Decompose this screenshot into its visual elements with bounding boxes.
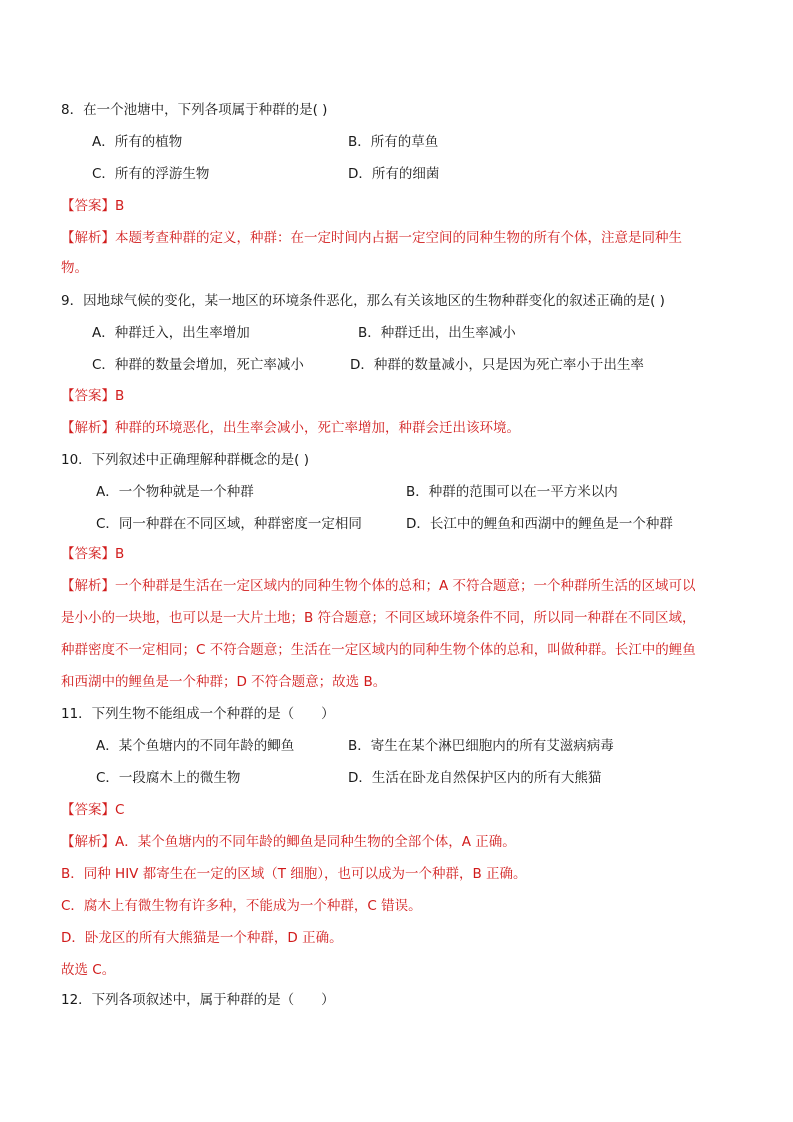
analysis-text: 本题考查种群的定义，种群：在一定时间内占据一定空间的同种生物的所有个体，注意是同种生 <box>115 230 682 246</box>
q10-answer <box>61 545 124 563</box>
analysis-text: A．某个鱼塘内的不同年龄的鲫鱼是同种生物的全部个体，A 正确。 <box>115 834 516 850</box>
q8-option-b: B．所有的草鱼 <box>348 134 439 150</box>
analysis-tag: 【解析】 <box>61 420 115 436</box>
q9-stem: 9．因地球气候的变化，某一地区的环境条件恶化，那么有关该地区的生物种群变化的叙述正确的是( ) <box>61 293 665 309</box>
answer-tag: 【答案】 <box>61 802 115 818</box>
q10-analysis-line-4: 和西湖中的鲤鱼是一个种群；D 不符合题意；故选 B。 <box>61 674 387 690</box>
q10-stem: 10．下列叙述中正确理解种群概念的是( ) <box>61 452 310 468</box>
q11-analysis-line-3: C．腐木上有微生物有许多种，不能成为一个种群，C 错误。 <box>61 898 422 914</box>
q11-analysis-line-4: D．卧龙区的所有大熊猫是一个种群，D 正确。 <box>61 930 343 946</box>
q11-stem: 11．下列生物不能组成一个种群的是（ ） <box>61 706 335 722</box>
q8-option-c: C．所有的浮游生物 <box>92 166 210 182</box>
answer-value: C <box>115 802 125 818</box>
q11-option-a: A．某个鱼塘内的不同年龄的鲫鱼 <box>96 738 295 754</box>
q9-analysis-line-1 <box>61 419 520 437</box>
q11-option-d: D．生活在卧龙自然保护区内的所有大熊猫 <box>348 770 602 786</box>
q10-analysis-line-3: 种群密度不一定相同；C 不符合题意；生活在一定区域内的同种生物个体的总和，叫做种群。长江中的鲤鱼 <box>61 642 696 658</box>
q11-option-b: B．寄生在某个淋巴细胞内的所有艾滋病病毒 <box>348 738 614 754</box>
q10-option-d: D．长江中的鲤鱼和西湖中的鲤鱼是一个种群 <box>406 516 673 532</box>
q9-option-a: A．种群迁入，出生率增加 <box>92 325 250 341</box>
q10-option-b: B．种群的范围可以在一平方米以内 <box>406 484 618 500</box>
answer-tag: 【答案】 <box>61 546 115 562</box>
q11-analysis-line-5: 故选 C。 <box>61 962 116 978</box>
q8-analysis-line-1 <box>61 229 682 247</box>
q11-answer <box>61 801 124 819</box>
q9-option-b: B．种群迁出，出生率减小 <box>358 325 516 341</box>
analysis-tag: 【解析】 <box>61 230 115 246</box>
analysis-text: 种群的环境恶化，出生率会减小，死亡率增加，种群会迁出该环境。 <box>115 420 520 436</box>
analysis-text: 一个种群是生活在一定区域内的同种生物个体的总和；A 不符合题意；一个种群所生活的区域可以 <box>115 578 696 594</box>
answer-value: B <box>115 388 125 404</box>
q11-option-c: C．一段腐木上的微生物 <box>96 770 241 786</box>
q10-option-c: C．同一种群在不同区域，种群密度一定相同 <box>96 516 362 532</box>
q10-analysis-line-2: 是小小的一块地，也可以是一大片土地；B 符合题意；不同区域环境条件不同，所以同一种群在不同区域， <box>61 610 696 626</box>
q11-analysis-line-1 <box>61 833 516 851</box>
answer-tag: 【答案】 <box>61 198 115 214</box>
q9-answer <box>61 387 124 405</box>
q11-analysis-line-2: B．同种 HIV 都寄生在一定的区域（T 细胞），也可以成为一个种群，B 正确。 <box>61 866 527 882</box>
answer-value: B <box>115 198 125 214</box>
q8-answer <box>61 197 124 215</box>
q12-stem: 12．下列各项叙述中，属于种群的是（ ） <box>61 992 335 1008</box>
q8-stem: 8．在一个池塘中，下列各项属于种群的是( ) <box>61 102 328 118</box>
answer-value: B <box>115 546 125 562</box>
q10-option-a: A．一个物种就是一个种群 <box>96 484 254 500</box>
q8-analysis-line-2: 物。 <box>61 260 88 276</box>
q8-option-d: D．所有的细菌 <box>348 166 440 182</box>
q8-option-a: A．所有的植物 <box>92 134 183 150</box>
analysis-tag: 【解析】 <box>61 578 115 594</box>
q9-option-d: D．种群的数量减小，只是因为死亡率小于出生率 <box>350 357 644 373</box>
q9-option-c: C．种群的数量会增加，死亡率减小 <box>92 357 304 373</box>
q10-analysis-line-1 <box>61 577 696 595</box>
answer-tag: 【答案】 <box>61 388 115 404</box>
analysis-tag: 【解析】 <box>61 834 115 850</box>
